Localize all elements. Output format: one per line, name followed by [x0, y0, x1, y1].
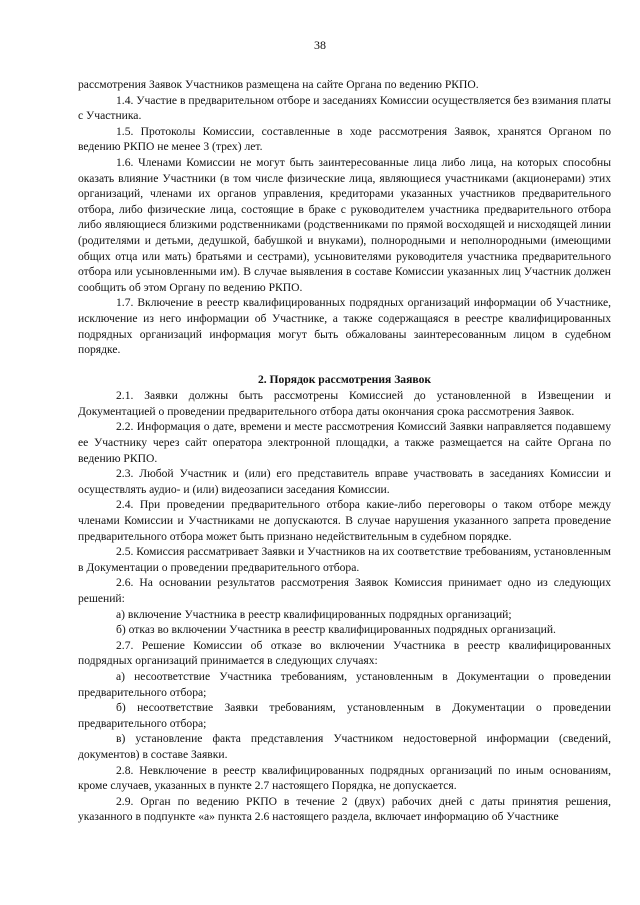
- paragraph-2-6-a: а) включение Участника в реестр квалифицированных подрядных организаций;: [116, 607, 512, 621]
- document-body: [78, 77, 611, 825]
- paragraph-2-9: 2.9. Орган по ведению РКПО в течение 2 (двух) рабочих дней с даты принятия решения, указанного в подпункте «а» пункта 2.6 настоящего раздела, включает информацию об Участнике: [78, 794, 611, 824]
- section-2-title: 2. Порядок рассмотрения Заявок: [257, 372, 432, 386]
- paragraph-2-8: 2.8. Невключение в реестр квалифицированных подрядных организаций по иным основаниям, кроме случаев, указанных в пункте 2.7 настоящего Порядка, не допускается.: [78, 763, 611, 793]
- paragraph-2-1: 2.1. Заявки должны быть рассмотрены Комиссией до установленной в Извещении и Документацией о проведении предварительного отбора даты окончания срока рассмотрения Заявок.: [78, 389, 611, 418]
- paragraph-2-5: 2.5. Комиссия рассматривает Заявки и Участников на их соответствие требованиям, установленным в Документации о проведении предварительного отбора.: [78, 545, 611, 574]
- paragraph-2-7-c: в) установление факта представления Участником недостоверной информации (сведений, документов) в составе Заявки.: [78, 732, 611, 761]
- paragraph-2-7-a: а) несоответствие Участника требованиям, установленным в Документации о проведении предварительного отбора;: [78, 669, 611, 699]
- paragraph-2-6: 2.6. На основании результатов рассмотрения Заявок Комиссия принимает одно из следующих решений:: [78, 576, 611, 605]
- paragraph-2-4: 2.4. При проведении предварительного отбора какие-либо переговоры о таком отборе между членами Комиссии и Участниками не допускаются. В случае нарушения указанного запрета проведение предварительного отбора может быть признано недействительным в судебном порядке.: [78, 498, 611, 543]
- paragraph-2-2: 2.2. Информация о дате, времени и месте рассмотрения Комиссий Заявки направляется подавшему ее Участнику через сайт оператора электронной площадки, а также размещается на сайте Органа по ведению РКПО.: [78, 420, 611, 465]
- paragraph-2-7-b: б) несоответствие Заявки требованиям, установленным в Документации о проведении предварительного отбора;: [78, 701, 611, 730]
- paragraph-1-4: 1.4. Участие в предварительном отборе и заседаниях Комиссии осуществляется без взимания платы с Участника.: [78, 93, 611, 123]
- paragraph-1-7: 1.7. Включение в реестр квалифицированных подрядных организаций информации об Участнике, исключение из него информации об Участнике, а также содержащаяся в реестре квалифицированных подрядных организаций информация могут быть обжалованы заинтересованным лицом в судебном порядке.: [78, 296, 611, 357]
- paragraph-2-7: 2.7. Решение Комиссии об отказе во включении Участника в реестр квалифицированных подрядных организаций принимается в следующих случаях:: [78, 638, 611, 668]
- paragraph-2-6-b: б) отказ во включении Участника в реестр квалифицированных подрядных организаций.: [116, 623, 556, 637]
- page-number: 38: [314, 38, 326, 52]
- paragraph-1-3-continuation: рассмотрения Заявок Участников размещена на сайте Органа по ведению РКПО.: [78, 78, 479, 91]
- paragraph-1-5: 1.5. Протоколы Комиссии, составленные в ходе рассмотрения Заявок, хранятся Органом по ведению РКПО не менее 3 (трех) лет.: [78, 124, 611, 154]
- paragraph-1-6: 1.6. Членами Комиссии не могут быть заинтересованные лица либо лица, на которых способны оказать влияние Участники (в том числе физические лица, являющиеся участниками (акционерами) этих организаций, членами их органов управления, кредиторами указанных участников предварительного отбора, либо физические лица, состоящие в браке с руководителем участника предварительного отбора либо являющиеся близкими родственниками (родственниками по прямой восходящей и нисходящей линии (родителями и детьми, дедушкой, бабушкой и внуками), полнородными и неполнородными (имеющими общих отца или мать) братьями и сестрами), усыновителями руководителя участника предварительного отбора или усыновленными им). В случае выявления в составе Комиссии указанных лиц Участник должен сообщить об этом Органу по ведению РКПО.: [78, 155, 611, 294]
- paragraph-2-3: 2.3. Любой Участник и (или) его представитель вправе участвовать в заседаниях Комиссии и осуществлять аудио- и (или) видеозаписи заседания Комиссии.: [78, 467, 611, 496]
